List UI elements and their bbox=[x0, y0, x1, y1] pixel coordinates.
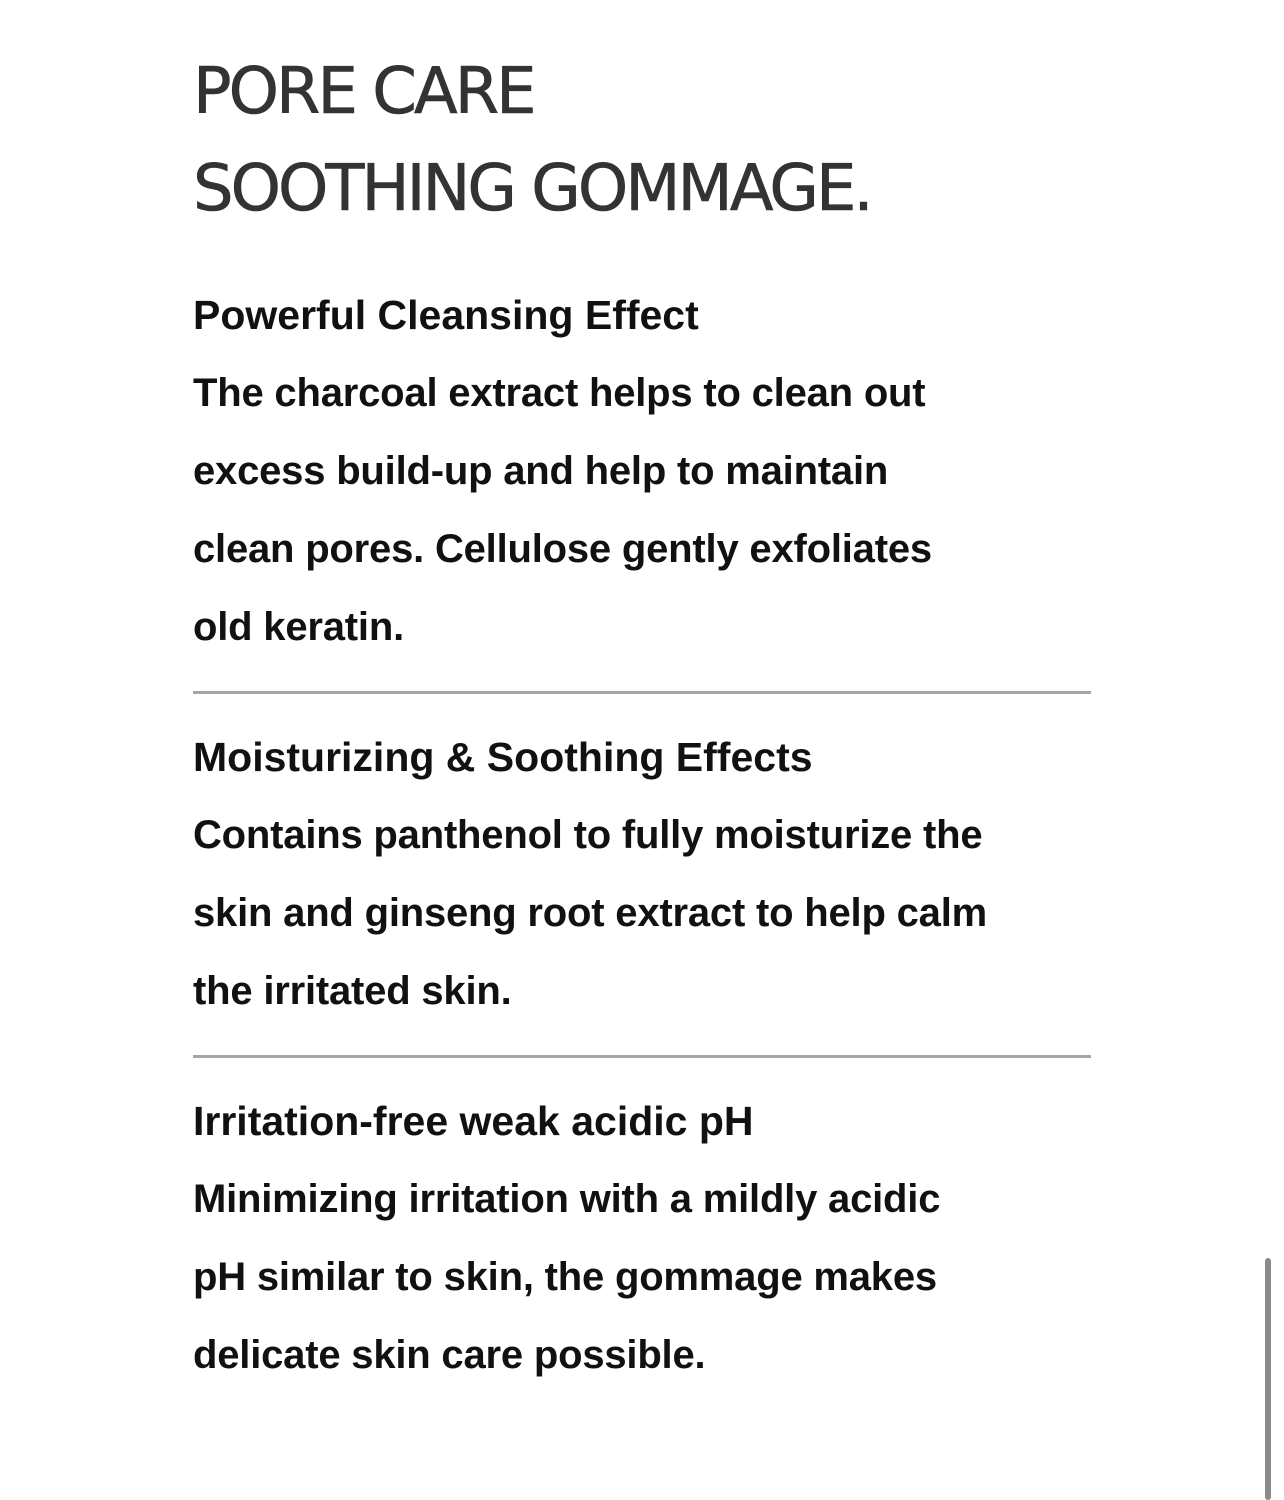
feature-description bbox=[193, 1160, 1091, 1394]
feature-cleansing bbox=[193, 276, 1091, 666]
page-title bbox=[193, 0, 1091, 238]
feature-description-line: Contains panthenol to fully moisturize the bbox=[193, 813, 983, 857]
feature-description-line: delicate skin care possible. bbox=[193, 1333, 706, 1377]
feature-description-line: excess build-up and help to maintain bbox=[193, 449, 889, 493]
feature-description-line: Minimizing irritation with a mildly acidic bbox=[193, 1177, 941, 1221]
feature-description-line: pH similar to skin, the gommage makes bbox=[193, 1255, 937, 1299]
feature-heading: Irritation-free weak acidic pH bbox=[193, 1098, 754, 1144]
section-divider bbox=[193, 1055, 1091, 1058]
feature-heading: Powerful Cleansing Effect bbox=[193, 292, 699, 338]
feature-description-line: old keratin. bbox=[193, 605, 404, 649]
feature-description-line: clean pores. Cellulose gently exfoliates bbox=[193, 527, 932, 571]
page-title-line-1: PORE CARE bbox=[193, 55, 534, 129]
feature-moisturizing bbox=[193, 718, 1091, 1030]
feature-description-line: The charcoal extract helps to clean out bbox=[193, 371, 926, 415]
page-title-line-2: SOOTHING GOMMAGE. bbox=[193, 152, 871, 226]
feature-description bbox=[193, 796, 1091, 1030]
product-description bbox=[193, 0, 1091, 1394]
feature-heading: Moisturizing & Soothing Effects bbox=[193, 734, 813, 780]
section-divider bbox=[193, 691, 1091, 694]
feature-acidic-ph bbox=[193, 1082, 1091, 1394]
scrollbar-thumb[interactable] bbox=[1265, 1258, 1271, 1500]
feature-description-line: skin and ginseng root extract to help calm bbox=[193, 891, 987, 935]
feature-description bbox=[193, 354, 1091, 666]
feature-description-line: the irritated skin. bbox=[193, 969, 512, 1013]
